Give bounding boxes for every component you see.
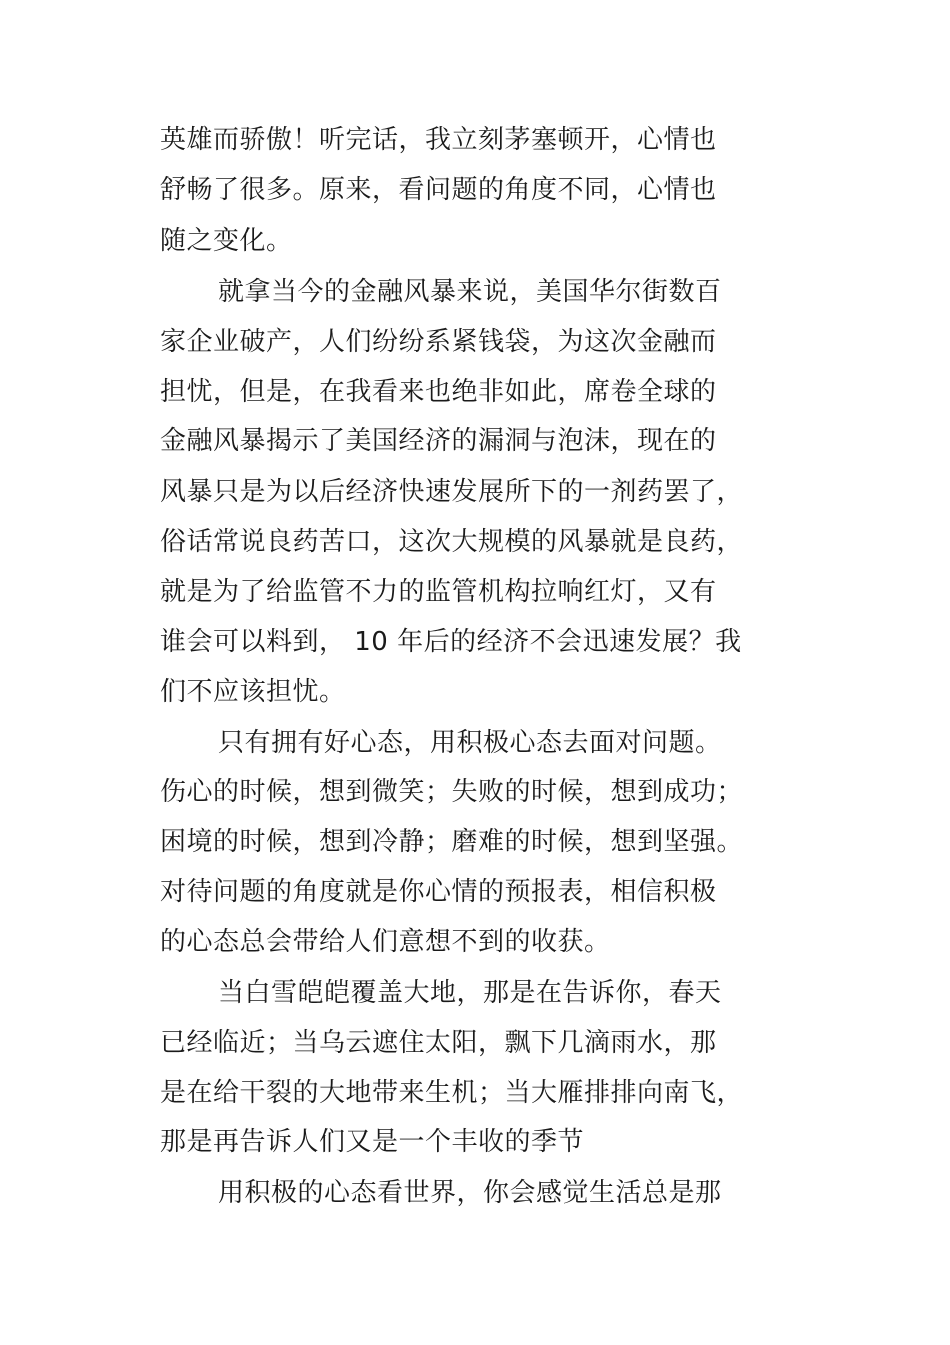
paragraph-start-line: 用积极的心态看世界，你会感觉生活总是那 [218,1178,722,1208]
text-line: 风暴只是为以后经济快速发展所下的一剂药罢了， [160,477,744,507]
text-line: 们不应该担忧。 [160,677,346,707]
paragraph-start-line: 当白雪皑皑覆盖大地，那是在告诉你，春天 [218,978,722,1008]
paragraph-start-line: 只有拥有好心态，用积极心态去面对问题。 [218,728,722,758]
text-line: 那是再告诉人们又是一个丰收的季节 [160,1127,585,1157]
text-line: 困境的时候，想到冷静；磨难的时候，想到坚强。 [160,827,744,857]
text-line: 就是为了给监管不力的监管机构拉响红灯，又有 [160,577,717,607]
text-line: 舒畅了很多。原来，看问题的角度不同，心情也 [160,175,717,205]
text-line: 随之变化。 [160,226,293,256]
text-line: 金融风暴揭示了美国经济的漏洞与泡沫，现在的 [160,426,717,456]
text-line: 家企业破产，人们纷纷系紧钱袋，为这次金融而 [160,327,717,357]
text-line: 谁会可以料到， 10 年后的经济不会迅速发展？我 [160,627,742,657]
text-line: 英雄而骄傲！听完话，我立刻茅塞顿开，心情也 [160,125,717,155]
text-line: 伤心的时候，想到微笑；失败的时候，想到成功； [160,777,744,807]
paragraph-start-line: 就拿当今的金融风暴来说，美国华尔街数百 [218,277,722,307]
text-line: 是在给干裂的大地带来生机；当大雁排排向南飞， [160,1078,744,1108]
text-line: 的心态总会带给人们意想不到的收获。 [160,927,611,957]
text-line: 俗话常说良药苦口，这次大规模的风暴就是良药， [160,527,744,557]
text-line: 对待问题的角度就是你心情的预报表，相信积极 [160,877,717,907]
text-line: 担忧，但是，在我看来也绝非如此，席卷全球的 [160,377,717,407]
text-line: 已经临近；当乌云遮住太阳，飘下几滴雨水，那 [160,1028,717,1058]
